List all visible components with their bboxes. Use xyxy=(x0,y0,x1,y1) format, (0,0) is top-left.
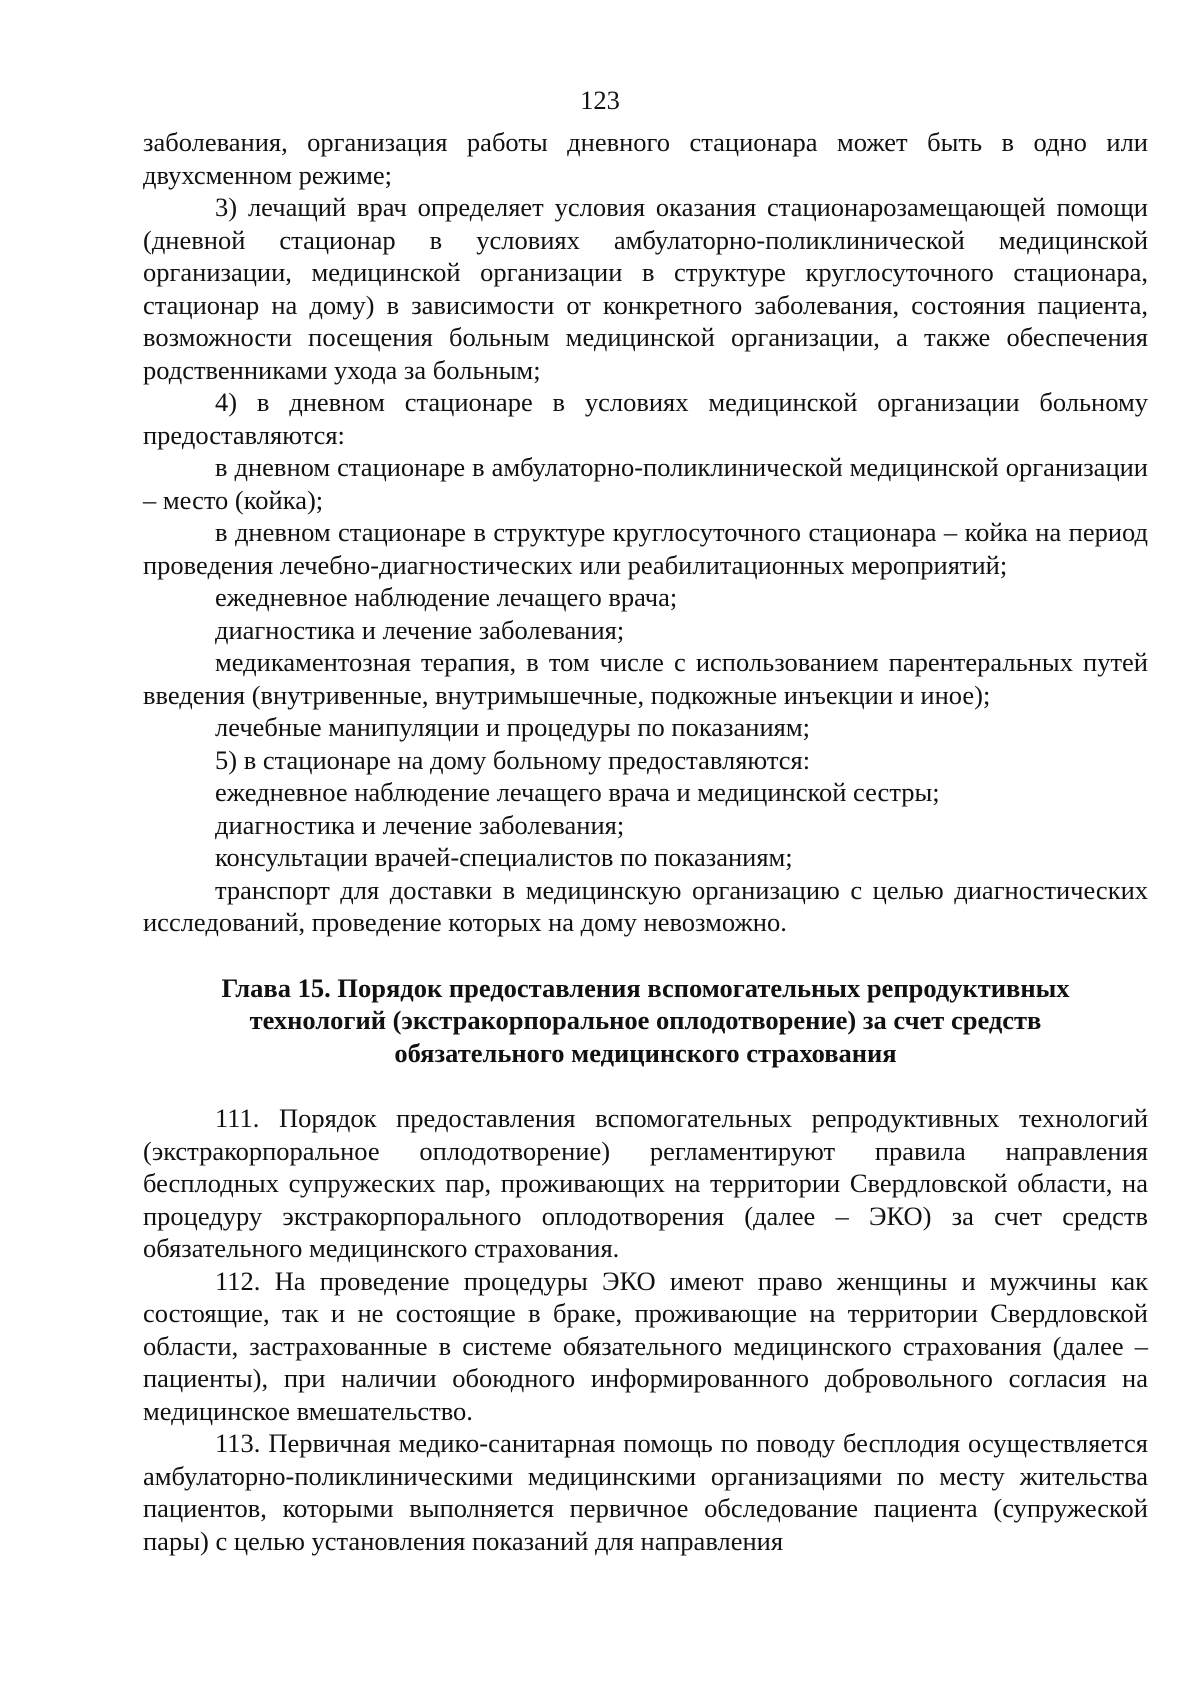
paragraph: диагностика и лечение заболевания; xyxy=(215,809,625,840)
paragraph: заболевания, организация работы дневного стационара может быть в одно или двухсменном режиме; xyxy=(143,127,1148,190)
paragraph: консультации врачей-специалистов по показаниям; xyxy=(215,842,793,872)
list-item: 3) лечащий врач определяет условия оказания стационарозамещающей помощи (дневной стационар в условиях амбулаторно-поликлинической медицинской организации, медицинской организации в структуре круглосуточного стационара, стационар на дому) в зависимости от конкретного заболевания, состояния пациента, возможности посещения больным медицинской организации, а также обеспечения родственниками ухода за больным; xyxy=(143,192,1148,385)
page-number: 123 xyxy=(580,85,620,115)
paragraph: в дневном стационаре в амбулаторно-поликлинической медицинской организации – место (койка); xyxy=(143,452,1148,515)
paragraph: ежедневное наблюдение лечащего врача и медицинской сестры; xyxy=(215,777,940,807)
paragraph: транспорт для доставки в медицинскую организацию с целью диагностических исследований, проведение которых на дому невозможно. xyxy=(143,874,1148,937)
section-paragraph-112: 112. На проведение процедуры ЭКО имеют право женщины и мужчины как состоящие, так и не состоящие в браке, проживающие на территории Свердловской области, застрахованные в системе обязательного медицинского страхования (далее – пациенты), при наличии обоюдного информированного добровольного согласия на медицинское вмешательство. xyxy=(143,1265,1148,1426)
paragraph: в дневном стационаре в структуре круглосуточного стационара – койка на период проведения лечебно-диагностических или реабилитационных мероприятий; xyxy=(143,517,1148,580)
paragraph: диагностика и лечение заболевания; xyxy=(215,614,625,645)
document-body xyxy=(143,126,1148,1557)
list-item: 4) в дневном стационаре в условиях медицинской организации больному предоставляются: xyxy=(143,387,1148,450)
paragraph: лечебные манипуляции и процедуры по показаниям; xyxy=(215,712,810,742)
section-paragraph-111: 111. Порядок предоставления вспомогательных репродуктивных технологий (экстракорпоральное оплодотворение) регламентируют правила направления бесплодных супружеских пар, проживающих на территории Свердловской области, на процедуру экстракорпорального оплодотворения (далее – ЭКО) за счет средств обязательного медицинского страхования. xyxy=(143,1103,1148,1263)
chapter-heading xyxy=(143,972,1148,1070)
list-item: 5) в стационаре на дому больному предоставляются: xyxy=(215,744,811,775)
section-paragraph-113: 113. Первичная медико-санитарная помощь по поводу бесплодия осуществляется амбулаторно-поликлиническими медицинскими организациями по месту жительства пациентов, которыми выполняется первичное обследование пациента (супружеской пары) с целью установления показаний для направления xyxy=(143,1428,1148,1556)
paragraph: ежедневное наблюдение лечащего врача; xyxy=(215,582,678,612)
chapter-heading-line: Глава 15. Порядок предоставления вспомогательных репродуктивных xyxy=(221,972,1070,1003)
paragraph: медикаментозная терапия, в том числе с использованием парентеральных путей введения (внутривенные, внутримышечные, подкожные инъекции и иное); xyxy=(143,647,1148,710)
chapter-heading-line: обязательного медицинского страхования xyxy=(394,1037,897,1068)
chapter-heading-line: технологий (экстракорпоральное оплодотворение) за счет средств xyxy=(249,1005,1042,1035)
